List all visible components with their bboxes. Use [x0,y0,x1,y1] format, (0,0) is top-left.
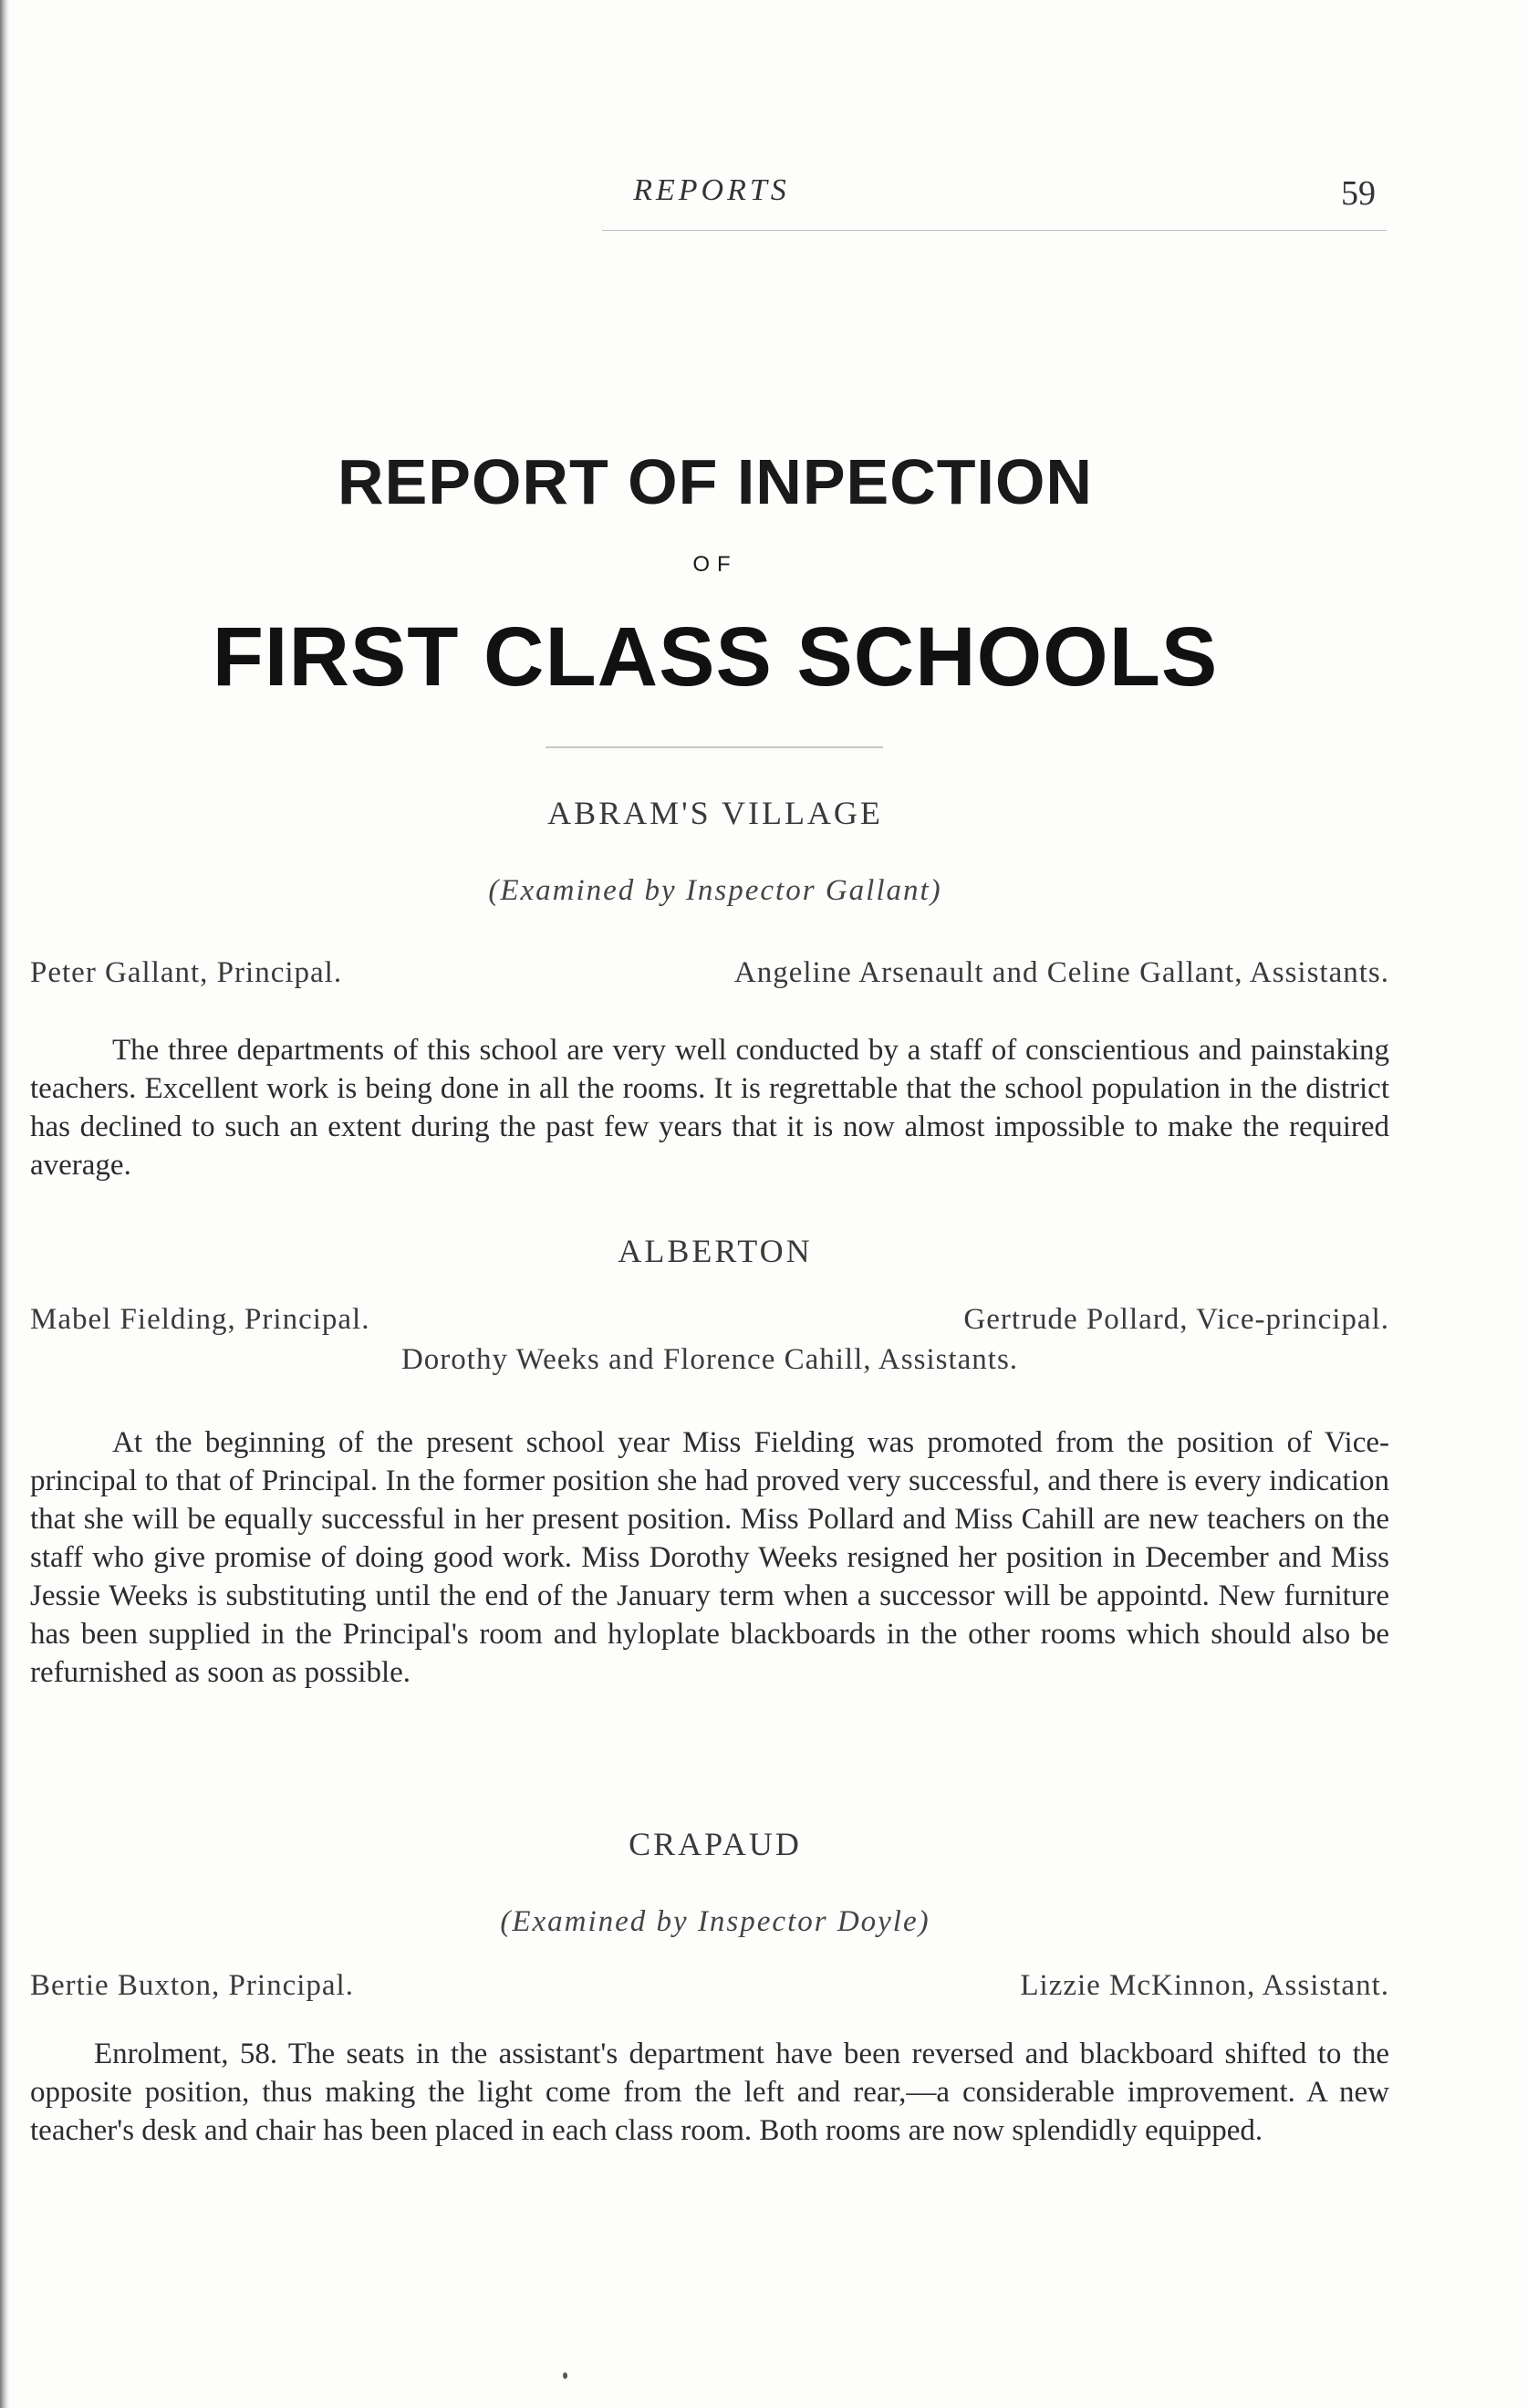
report-title-of: OF [692,552,738,577]
section-heading-alberton: ALBERTON [618,1233,813,1269]
staff-principal: Bertie Buxton, Principal. [30,1969,354,2002]
report-title: REPORT OF INPECTION [338,446,1093,517]
running-head [0,173,1528,228]
title-divider [546,746,883,748]
examiner-note-crapaud: (Examined by Inspector Doyle) [500,1905,930,1938]
page-number: 59 [1341,174,1376,213]
examiner-note-abrams-village: (Examined by Inspector Gallant) [488,874,942,907]
staff-vice-principal: Gertrude Pollard, Vice-principal. [963,1303,1389,1336]
section-heading-abrams-village: ABRAM'S VILLAGE [547,795,883,831]
paragraph-alberton [30,1423,1389,1692]
staff-assistants: Dorothy Weeks and Florence Cahill, Assistants. [400,1343,1019,1376]
staff-assistants: Angeline Arsenault and Celine Gallant, Assistants. [733,956,1389,989]
running-title: REPORTS [633,173,790,207]
paragraph-text: At the beginning of the present school year Miss Fielding was promoted from the position of Vice-principal to that of Principal. In the former position she had proved very successful, and there is every indication that she will be equally successful in her present position. Miss Pollard and Miss Cahill are new teachers on the staff who give promise of doing good work. Miss Dorothy Weeks resigned her position in December and Miss Jessie Weeks is substituting until the end of the January term when a successor will be appointd. New furniture has been supplied in the Principal's room and hyloplate blackboards in the other rooms which should also be refurnished as soon as possible. [30,1426,1389,1689]
paragraph-abrams-village [30,1031,1389,1184]
staff-principal: Peter Gallant, Principal. [30,956,343,989]
paragraph-text: The three departments of this school are very well conducted by a staff of conscientious and painstaking teachers. Excellent work is being done in all the rooms. It is regrettable that the school population in the district has declined to such an extent during the past few years that it is now almost impossible to make the required average. [30,1034,1389,1182]
staff-assistant: Lizzie McKinnon, Assistant. [1020,1969,1389,2002]
binding-edge [0,0,9,2408]
staff-principal: Mabel Fielding, Principal. [30,1303,370,1336]
section-heading-crapaud: CRAPAUD [629,1826,802,1862]
running-head-rule [602,230,1387,231]
scan-speck [563,2372,567,2379]
report-subtitle: FIRST CLASS SCHOOLS [212,610,1219,704]
paragraph-crapaud [30,2035,1389,2150]
paragraph-text: Enrolment, 58. The seats in the assistant's department have been reversed and blackboard shifted to the opposite position, thus making the light come from the left and rear,—a considerable improvement. A new teacher's desk and chair has been placed in each class room. Both rooms are now splendidly equipped. [30,2038,1389,2147]
